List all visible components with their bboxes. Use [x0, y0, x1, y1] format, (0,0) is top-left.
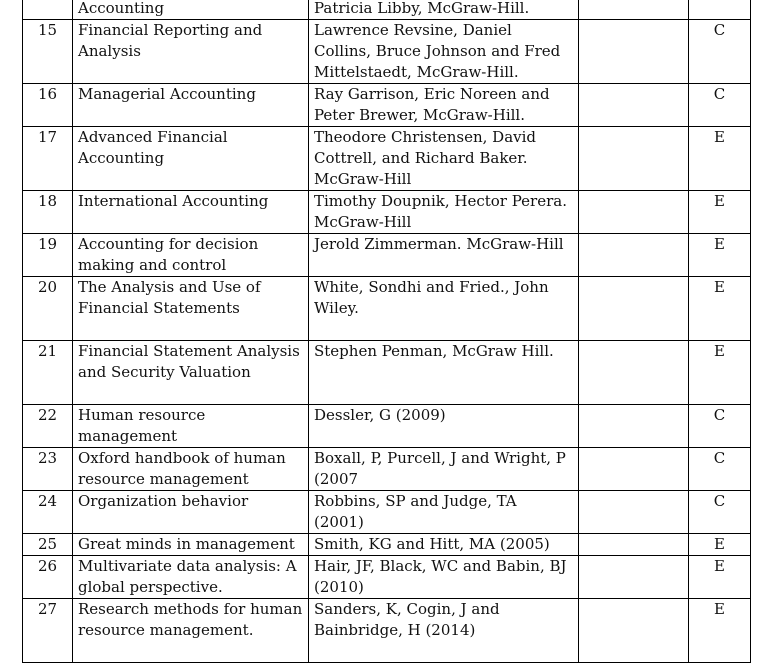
empty-cell — [579, 84, 689, 127]
row-number: 18 — [23, 191, 73, 234]
book-type: E — [689, 341, 751, 405]
book-author: Patricia Libby, McGraw-Hill. — [309, 0, 579, 20]
empty-cell — [579, 234, 689, 277]
book-title: Advanced Financial Accounting — [73, 127, 309, 191]
table-row — [23, 448, 751, 491]
row-number: 22 — [23, 405, 73, 448]
book-author: Smith, KG and Hitt, MA (2005) — [309, 534, 579, 556]
book-type: C — [689, 448, 751, 491]
table-row — [23, 491, 751, 534]
book-type: E — [689, 277, 751, 341]
empty-cell — [579, 405, 689, 448]
book-type: C — [689, 405, 751, 448]
book-author: Hair, JF, Black, WC and Babin, BJ (2010) — [309, 556, 579, 599]
row-number: 26 — [23, 556, 73, 599]
book-author: Jerold Zimmerman. McGraw-Hill — [309, 234, 579, 277]
book-title: Accounting for decision making and control — [73, 234, 309, 277]
book-type: E — [689, 234, 751, 277]
book-author: Lawrence Revsine, Daniel Collins, Bruce Johnson and Fred Mittelstaedt, McGraw-Hill. — [309, 20, 579, 84]
book-author: Ray Garrison, Eric Noreen and Peter Brewer, McGraw-Hill. — [309, 84, 579, 127]
table-row — [23, 277, 751, 341]
row-number: 24 — [23, 491, 73, 534]
book-title: Financial Reporting and Analysis — [73, 20, 309, 84]
reading-list-table — [22, 0, 751, 663]
book-title: Organization behavior — [73, 491, 309, 534]
row-number: 27 — [23, 599, 73, 663]
table-row — [23, 84, 751, 127]
book-title: Great minds in management — [73, 534, 309, 556]
row-number: 23 — [23, 448, 73, 491]
empty-cell — [579, 127, 689, 191]
book-author: Timothy Doupnik, Hector Perera. McGraw-Hill — [309, 191, 579, 234]
book-title: Oxford handbook of human resource management — [73, 448, 309, 491]
book-type: C — [689, 491, 751, 534]
row-number: 19 — [23, 234, 73, 277]
empty-cell — [579, 20, 689, 84]
book-type: E — [689, 534, 751, 556]
row-number: 25 — [23, 534, 73, 556]
table-row — [23, 341, 751, 405]
table-row — [23, 127, 751, 191]
empty-cell — [579, 534, 689, 556]
book-title: International Accounting — [73, 191, 309, 234]
book-type: E — [689, 599, 751, 663]
empty-cell — [579, 491, 689, 534]
empty-cell — [579, 599, 689, 663]
row-number: 20 — [23, 277, 73, 341]
reading-list-page — [22, 0, 750, 663]
book-author: Dessler, G (2009) — [309, 405, 579, 448]
empty-cell — [579, 0, 689, 20]
book-author: Sanders, K, Cogin, J and Bainbridge, H (2014) — [309, 599, 579, 663]
book-type: C — [689, 20, 751, 84]
book-author: White, Sondhi and Fried., John Wiley. — [309, 277, 579, 341]
table-row — [23, 556, 751, 599]
empty-cell — [579, 448, 689, 491]
row-number: 17 — [23, 127, 73, 191]
table-row — [23, 599, 751, 663]
empty-cell — [579, 191, 689, 234]
book-type: E — [689, 556, 751, 599]
empty-cell — [579, 277, 689, 341]
book-author: Stephen Penman, McGraw Hill. — [309, 341, 579, 405]
book-author: Robbins, SP and Judge, TA (2001) — [309, 491, 579, 534]
book-title: Multivariate data analysis: A global perspective. — [73, 556, 309, 599]
book-title: Human resource management — [73, 405, 309, 448]
row-number — [23, 0, 73, 20]
book-author: Theodore Christensen, David Cottrell, and Richard Baker. McGraw-Hill — [309, 127, 579, 191]
table-row — [23, 0, 751, 20]
table-row — [23, 191, 751, 234]
book-type: E — [689, 127, 751, 191]
book-type — [689, 0, 751, 20]
book-title: The Analysis and Use of Financial Statements — [73, 277, 309, 341]
empty-cell — [579, 341, 689, 405]
table-row — [23, 405, 751, 448]
row-number: 21 — [23, 341, 73, 405]
book-type: E — [689, 191, 751, 234]
table-row — [23, 234, 751, 277]
book-title: Financial Statement Analysis and Security Valuation — [73, 341, 309, 405]
row-number: 15 — [23, 20, 73, 84]
book-type: C — [689, 84, 751, 127]
book-title: Research methods for human resource management. — [73, 599, 309, 663]
book-title: Managerial Accounting — [73, 84, 309, 127]
empty-cell — [579, 556, 689, 599]
table-row — [23, 20, 751, 84]
table-row — [23, 534, 751, 556]
row-number: 16 — [23, 84, 73, 127]
book-author: Boxall, P, Purcell, J and Wright, P (2007 — [309, 448, 579, 491]
book-title: Accounting — [73, 0, 309, 20]
